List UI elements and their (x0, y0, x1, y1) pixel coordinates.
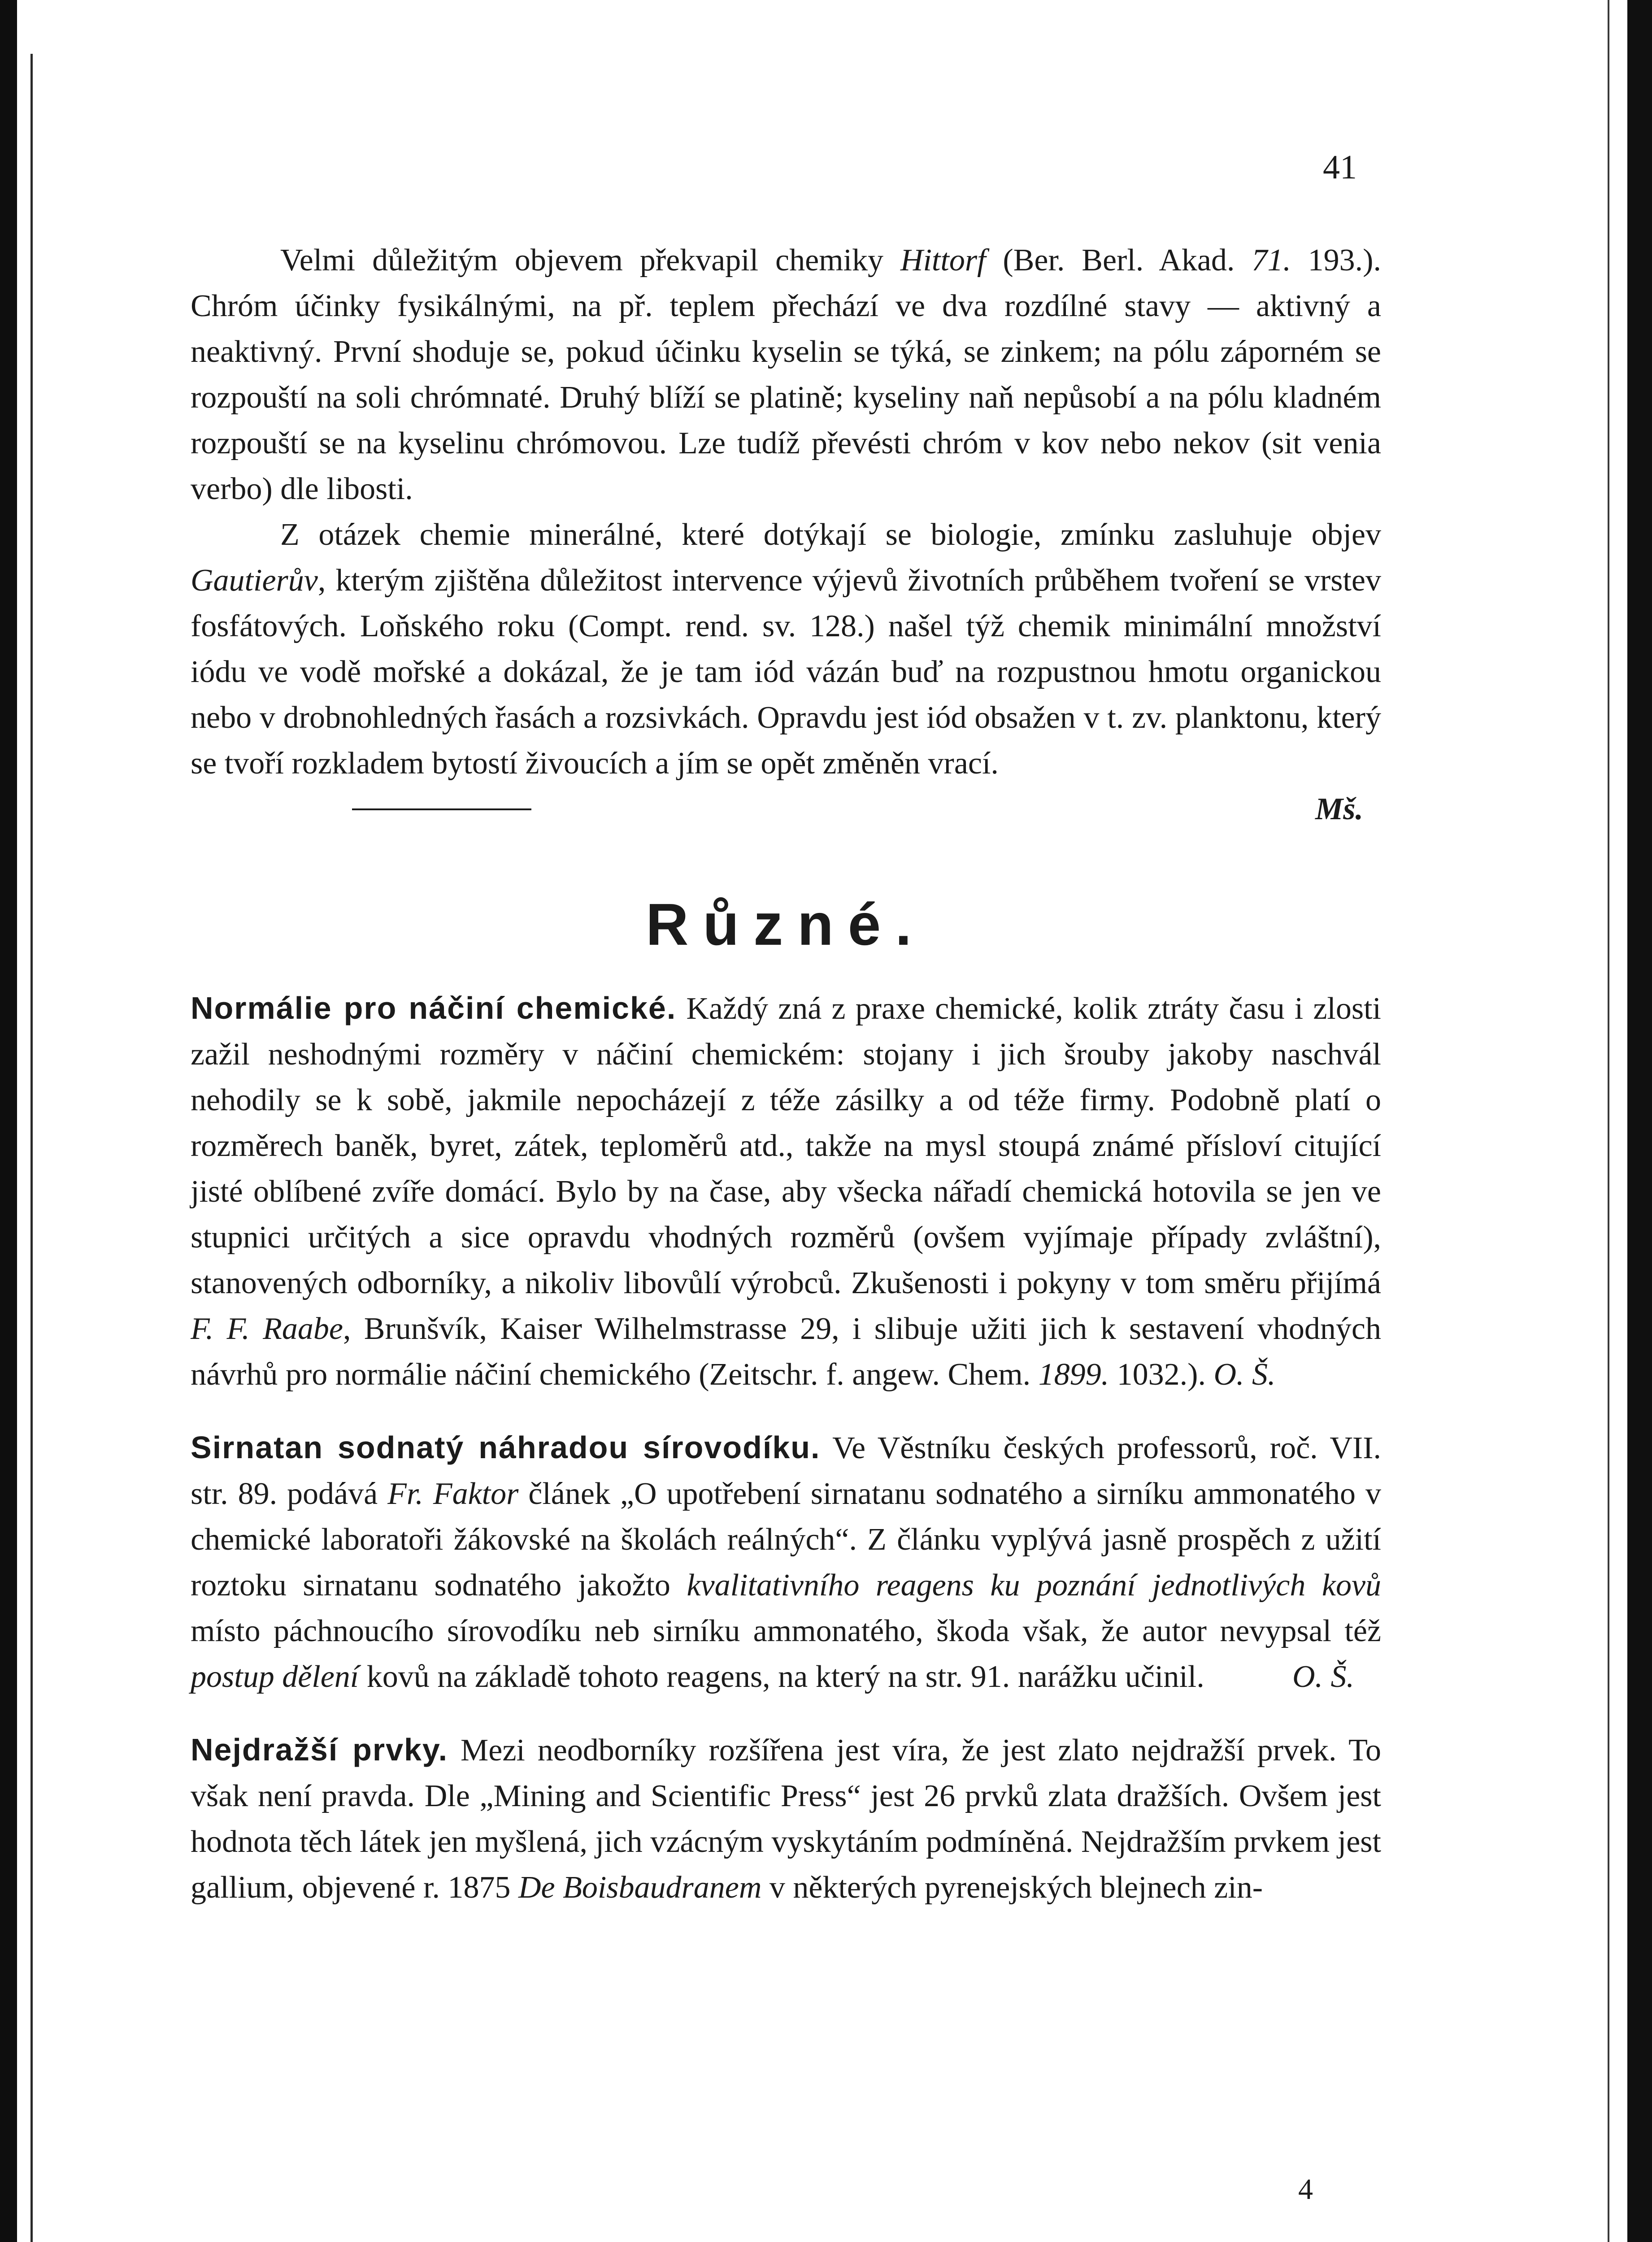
intro-paragraph-2 (191, 512, 1381, 786)
text-run: , kterým zjištěna důležitost intervence výjevů životních průběhem tvoření se vrstev fosfátových. Loňského roku (Compt. rend. sv. 128.) našel týž chemik minimální množství iódu ve vodě mořské a dokázal, že je tam iód vázán buď na rozpustnou hmotu organickou nebo v drobnohledných řasách a rozsivkách. Opravdu jest iód obsažen v t. zv. planktonu, který se tvoří rozkladem bytostí živoucích a jím se opět změněn vrací. (191, 563, 1381, 781)
scan-edge-right (1627, 0, 1652, 2242)
block-paragraph (191, 1425, 1381, 1700)
block-heading: Nejdražší prvky. (191, 1732, 448, 1767)
text-run: 193.). Chróm účinky fysikálnými, na př. teplem přechází ve dva rozdílné stavy — aktivný a neaktivný. První shoduje se, pokud účinku kyselin se týká, se zinkem; na pólu záporném se rozpouští na soli chrómnaté. Druhý blíží se platině; kyseliny naň nepůsobí a na pólu kladném rozpouští se na kyselinu chrómovou. Lze tudíž převésti chróm v kov nebo nekov (sit venia verbo) dle libosti. (191, 243, 1381, 506)
text-run: , Brunšvík, Kaiser Wilhelmstrasse 29, i slibuje užiti jich k sestavení vhodných návrhů pro normálie náčiní chemického (Zeitschr. f. angew. Chem. (191, 1312, 1381, 1392)
section-block-normalie (191, 985, 1381, 1398)
emphasized-phrase: kvalitativního reagens ku poznání jednotlivých kovů (687, 1568, 1382, 1603)
text-run: místo páchnoucího sírovodíku neb sirníku ammonatého, škoda však, že autor nevypsal též (191, 1614, 1381, 1648)
intro-paragraph-1 (191, 238, 1381, 512)
block-paragraph (191, 1727, 1381, 1911)
section-title: Různé. (646, 891, 926, 957)
author-name-raabe: F. F. Raabe (191, 1312, 343, 1346)
author-name-faktor: Fr. Faktor (387, 1477, 519, 1511)
block-heading: Normálie pro náčiní chemické. (191, 991, 677, 1025)
scan-edge-left (0, 0, 17, 2242)
text-run: Mezi neodborníky rozšířena jest víra, že jest zlato nejdražší prvek. To však není pravda. Dle „Mining and Scientific Press“ jest 26 prvků zlata dražších. Ovšem jest hodnota těch látek jen myšlená, jich vzácným vyskytáním podmíněná. Nejdražším prvkem jest gallium, objevené r. 1875 (191, 1733, 1382, 1905)
text-run: (Ber. Berl. Akad. (986, 243, 1252, 278)
block-heading: Sirnatan sodnatý náhradou sírovodíku. (191, 1430, 821, 1465)
section-block-prvky (191, 1727, 1381, 1911)
sheet-signature: 4 (1298, 2173, 1313, 2206)
intro-signature-line (191, 786, 1381, 832)
text-run: 1032.). (1109, 1357, 1214, 1392)
emphasized-phrase: postup dělení (191, 1660, 359, 1694)
text-run: kovů na základě tohoto reagens, na který na str. 91. narážku učinil. (359, 1660, 1204, 1694)
section-block-sirnatan (191, 1425, 1381, 1700)
author-name-hittorf: Hittorf (900, 243, 986, 278)
signature-rule (352, 808, 531, 810)
block-signature: O. Š. (1213, 1357, 1276, 1392)
author-name-gautier: Gautierův (191, 563, 318, 598)
text-column (191, 238, 1381, 1911)
text-run: Každý zná z praxe chemické, kolik ztráty času i zlosti zažil neshodnými rozměry v náčiní chemickém: stojany i jich šrouby jakoby naschvál nehodily se k sobě, jakmile nepocházejí z téže zásilky a od téže firmy. Podobně platí o rozměrech baněk, byret, zátek, teploměrů atd., takže na mysl stoupá známé přísloví citující jisté oblíbené zvíře domácí. Bylo by na čase, aby všecka nářadí chemická hotovila se jen ve stupnici určitých a sice opravdu vhodných rozměrů (ovšem vyjímaje případy zvláštní), stanovených odborníky, a nikoliv libovůlí výrobců. Zkušenosti i pokyny v tom směru přijímá (191, 991, 1382, 1300)
text-run: Ve Věstníku českých professorů, roč. VII. str. 89. podává (191, 1431, 1381, 1511)
year: 1899. (1038, 1357, 1109, 1392)
text-run: Velmi důležitým objevem překvapil chemiky (280, 243, 900, 278)
scan-edge-line (30, 54, 33, 2242)
text-run: Z otázek chemie minerálné, které dotýkají se biologie, zmínku zasluhuje objev (280, 517, 1381, 552)
volume-number: 71. (1252, 243, 1291, 278)
signature: Mš. (1315, 792, 1363, 826)
block-signature: O. Š. (1292, 1660, 1354, 1694)
scan-edge-right-line (1608, 0, 1609, 2242)
author-name-boisbaudran: De Boisbaudranem (518, 1870, 762, 1905)
block-paragraph (191, 985, 1381, 1398)
text-run: v některých pyrenejských blejnech zin- (761, 1870, 1263, 1905)
text-run: článek „O upotřebení sirnatanu sodnatého a sirníku ammonatého v chemické laboratoři žákovské na školách reálných“. Z článku vyplývá jasně prospěch z užití roztoku sirnatanu sodnatého jakožto (191, 1477, 1381, 1603)
page-number: 41 (1323, 148, 1357, 186)
